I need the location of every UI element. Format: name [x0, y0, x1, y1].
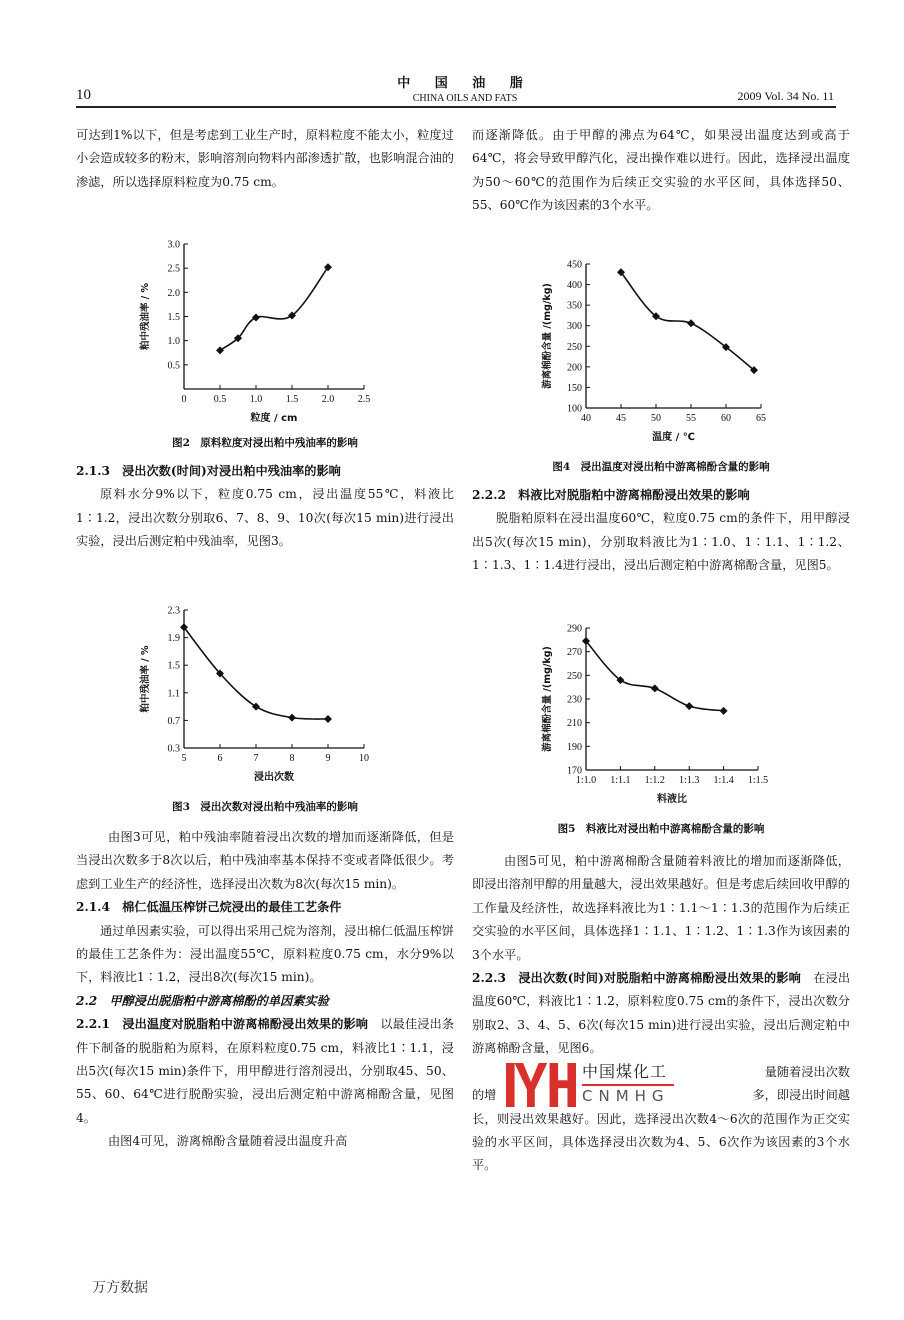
y-tick-label: 0.3: [167, 743, 180, 755]
section-title: 2.2.2 料液比对脱脂粕中游离棉酚浸出效果的影响: [472, 488, 750, 502]
page-number: 10: [76, 87, 91, 103]
paragraph: 以最佳浸出条件下制备的脱脂粕为原料，在原料粒度0.75 cm，料液比1∶1.1，浸出5次(每次15 min)条件下，用甲醇进行溶剂浸出，分别取45、50、55、60、64℃进行脱酚实验，浸出后测定粕中游离棉酚含量，见图4。: [76, 1017, 455, 1125]
paragraph: 由图3可见，粕中残油率随着浸出次数的增加而逐渐降低，但是当浸出次数多于8次以后，粕中残油率基本保持不变或者降低很少。考虑到工业生产的经济性，选择浸出次数为8次(每次15 min)。: [76, 830, 454, 891]
section-title: 2.1.4 棉仁低温压榨饼己烷浸出的最佳工艺条件: [76, 900, 342, 915]
x-tick-label: 60: [721, 413, 731, 424]
y-axis-label: 粕中残油率 / %: [140, 645, 151, 713]
y-tick-label: 290: [567, 623, 582, 635]
paragraph: 长，则浸出效果越好。因此，选择浸出次数4～6次的范围作为正交实验的水平区间，具体选择浸出次数为4、5、6次作为该因素的3个水平。: [472, 1111, 850, 1173]
figure-3-caption: 图3 浸出次数对浸出粕中残油率的影响: [172, 801, 358, 813]
x-tick-label: 1.5: [285, 394, 299, 405]
paragraph: 在浸出温度60℃，料液比1∶1.2，原料粒度0.75 cm的条件下，浸出次数分别取2、3、4、5、6次(每次15 min)进行浸出实验，浸出后测定粕中游离棉酚含量，见图6。: [472, 971, 851, 1056]
watermark-text-cn: 中国煤化工: [582, 1061, 668, 1081]
y-tick-label: 150: [567, 382, 582, 394]
y-tick-label: 0.7: [167, 715, 180, 727]
x-tick-label: 50: [651, 413, 661, 424]
paragraph: 原料水分9%以下，粒度0.75 cm，浸出温度55℃，料液比1∶1.2，浸出次数分别取6、7、8、9、10次(每次15 min)进行浸出实验，浸出后测定粕中残油率，见图3。: [76, 487, 454, 549]
data-point: [687, 319, 695, 327]
x-tick-label: 1:1.4: [713, 775, 734, 786]
y-axis-label: 游离棉酚含量 /(mg/kg): [542, 646, 553, 752]
y-tick-label: 200: [567, 362, 582, 374]
paragraph: 而逐渐降低。由于甲醇的沸点为64℃，如果浸出温度达到或高于64℃，将会导致甲醇汽化，浸出操作难以进行。因此，选择浸出温度为50～60℃的范围作为后续正交实验的水平区间，具体选择50、55、60℃作为该因素的3个水平。: [472, 128, 850, 213]
figure-2-caption: 图2 原料粒度对浸出粕中残油率的影响: [172, 437, 358, 449]
y-tick-label: 1.1: [167, 688, 180, 700]
x-tick-label: 2.0: [321, 394, 335, 405]
text-fragment: 量随着浸出次数: [764, 1064, 850, 1079]
paragraph: 脱脂粕原料在浸出温度60℃，粒度0.75 cm的条件下，用甲醇浸出5次(每次15 min)，分别取料液比为1∶1.0、1∶1.1、1∶1.2、1∶1.3、1∶1.4进行浸出，浸出后测定粕中游离棉酚含量，见图5。: [472, 511, 850, 573]
y-tick-label: 1.5: [167, 660, 180, 672]
fig4-caption-block: [472, 456, 850, 479]
section-title: 2.2 甲醇浸出脱脂粕中游离棉酚的单因素实验: [76, 993, 329, 1008]
x-tick-label: 2.5: [357, 394, 371, 405]
y-tick-label: 270: [567, 647, 582, 659]
x-tick-label: 6: [217, 753, 223, 764]
fig2-caption-block: [76, 432, 454, 455]
header-rule: [76, 106, 836, 108]
x-tick-label: 1:1.5: [747, 775, 769, 786]
y-tick-label: 250: [567, 670, 582, 682]
x-axis-label: 料液比: [657, 794, 687, 805]
y-tick-label: 400: [567, 280, 582, 292]
y-tick-label: 250: [567, 341, 582, 353]
right-text-top: [472, 124, 850, 218]
y-tick-label: 190: [567, 741, 582, 753]
x-tick-label: 0.5: [213, 394, 227, 405]
left-text-top: [76, 124, 454, 194]
series-line: [586, 641, 724, 711]
figure-3-chart: [136, 602, 396, 782]
journal-title: [300, 72, 630, 104]
journal-title-en: CHINA OILS AND FATS: [412, 93, 518, 104]
paragraph: 由图4可见，游离棉酚含量随着浸出温度升高: [108, 1134, 348, 1149]
y-tick-label: 170: [567, 765, 582, 777]
data-point: [720, 707, 728, 715]
x-tick-label: 0: [181, 394, 187, 405]
data-point: [252, 313, 260, 321]
x-tick-label: 55: [686, 413, 696, 424]
footer-source: 万方数据: [92, 1280, 148, 1296]
section-title: 2.2.1 浸出温度对脱脂粕中游离棉酚浸出效果的影响: [76, 1017, 369, 1032]
y-tick-label: 100: [567, 403, 582, 415]
watermark-logo-icon: [506, 1063, 576, 1107]
x-tick-label: 8: [289, 753, 295, 764]
section-2-1-3: [76, 460, 454, 554]
x-tick-label: 1:1.1: [610, 775, 631, 786]
watermark-row: [472, 1061, 850, 1108]
y-tick-label: 1.5: [167, 312, 180, 323]
journal-volume: 2009 Vol. 34 No. 11: [737, 89, 834, 103]
figure-2-chart: [136, 236, 386, 426]
series-line: [621, 272, 754, 370]
y-tick-label: 2.3: [167, 605, 180, 617]
y-tick-label: 230: [567, 694, 582, 706]
x-tick-label: 1:1.3: [679, 775, 700, 786]
x-tick-label: 10: [359, 753, 369, 764]
watermark: [506, 1063, 738, 1107]
y-tick-label: 300: [567, 321, 582, 333]
y-tick-label: 210: [567, 718, 582, 730]
figure-4-chart: [526, 256, 786, 446]
section-title-inline: [76, 1013, 454, 1130]
data-point: [685, 702, 693, 710]
journal-title-cn: 中 国 油 脂: [397, 76, 533, 91]
y-axis-label: 粕中残油率 / %: [140, 282, 151, 351]
x-tick-label: 7: [253, 753, 259, 764]
x-tick-label: 5: [181, 753, 187, 764]
y-tick-label: 2.5: [167, 263, 180, 275]
fig5-caption-block: [472, 818, 850, 841]
y-tick-label: 2.0: [167, 287, 180, 299]
x-axis-label: 温度 / ℃: [652, 432, 695, 443]
section-2-2-2: [472, 484, 850, 578]
x-tick-label: 65: [756, 413, 766, 424]
data-point: [651, 684, 659, 692]
x-tick-label: 40: [581, 413, 591, 424]
section-title: 2.2.3 浸出次数(时间)对脱脂粕中游离棉酚浸出效果的影响: [472, 971, 801, 986]
section-title-inline: [472, 967, 850, 1061]
text-fragment: 多，即浸出时间越: [752, 1087, 850, 1102]
data-point: [216, 346, 224, 354]
data-point: [324, 715, 332, 723]
y-tick-label: 3.0: [167, 239, 180, 251]
data-point: [288, 714, 296, 722]
right-text-bottom: [472, 850, 850, 1178]
paragraph: 通过单因素实验，可以得出采用己烷为溶剂，浸出棉仁低温压榨饼的最佳工艺条件为：浸出温度55℃，原料粒度0.75 cm，水分9%以下，料液比1∶1.2，浸出8次(每次15 min)。: [76, 923, 454, 985]
figure-5-chart: [526, 620, 806, 810]
y-axis-label: 游离棉酚含量 /(mg/kg): [542, 283, 553, 389]
x-tick-label: 1:1.2: [644, 775, 665, 786]
paragraph: 由图5可见，粕中游离棉酚含量随着料液比的增加而逐渐降低，即浸出溶剂甲醇的用量越大，浸出效果越好。但是考虑后续回收甲醇的工作量及经济性，故选择料液比为1∶1.1～1∶1.3的范围作为后续正交实验的水平区间，具体选择1∶1.1、1∶1.2、1∶1.3作为该因素的3个水平。: [472, 854, 850, 962]
y-tick-label: 1.9: [167, 633, 180, 645]
x-axis-label: 粒度 / cm: [250, 413, 298, 424]
fig3-caption-block: [76, 796, 454, 819]
section-title: 2.1.3 浸出次数(时间)对浸出粕中残油率的影响: [76, 464, 341, 478]
x-tick-label: 45: [616, 413, 626, 424]
x-tick-label: 9: [325, 753, 331, 764]
figure-5-caption: 图5 料液比对浸出粕中游离棉酚含量的影响: [557, 823, 765, 835]
watermark-text-en: CNMHG: [582, 1086, 670, 1105]
left-text-bottom: [76, 826, 454, 1154]
x-tick-label: 1:1.0: [575, 775, 597, 786]
figure-4-caption: 图4 浸出温度对浸出粕中游离棉酚含量的影响: [552, 461, 770, 473]
x-axis-label: 浸出次数: [254, 772, 294, 782]
y-tick-label: 350: [567, 300, 582, 312]
y-tick-label: 1.0: [167, 336, 180, 348]
paragraph: 可达到1%以下，但是考虑到工业生产时，原料粒度不能太小，粒度过小会造成较多的粉末，影响溶剂向物料内部渗透扩散，也影响混合油的渗滤，所以选择原料粒度为0.75 cm。: [76, 128, 454, 189]
y-tick-label: 450: [567, 259, 582, 271]
x-tick-label: 1.0: [249, 394, 263, 405]
y-tick-label: 0.5: [167, 360, 180, 372]
text-fragment: 的增: [472, 1087, 497, 1102]
